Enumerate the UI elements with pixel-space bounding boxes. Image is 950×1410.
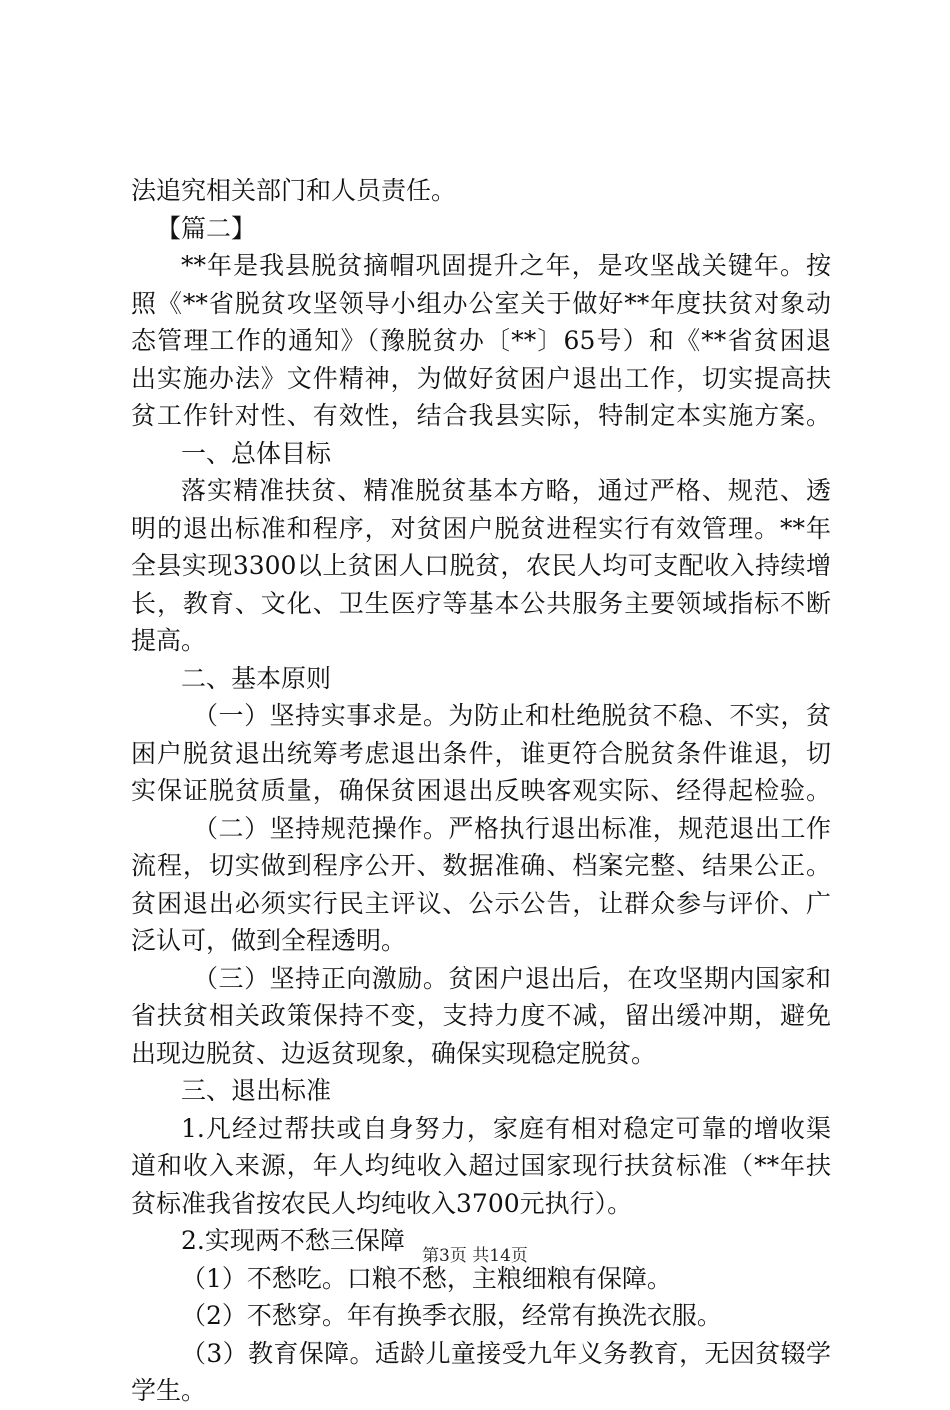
text-line: （二）坚持规范操作。严格执行退出标准，规范退出工作 bbox=[193, 813, 831, 843]
text-line: 态管理工作的通知》（豫脱贫办〔**〕65号）和《**省贫困退 bbox=[131, 326, 831, 355]
text-line: 全县实现3300以上贫困人口脱贫，农民人均可支配收入持续增 bbox=[131, 551, 831, 580]
text-line: 照《**省脱贫攻坚领导小组办公室关于做好**年度扶贫对象动 bbox=[131, 288, 831, 318]
text-line: 省扶贫相关政策保持不变，支持力度不减，留出缓冲期，避免 bbox=[131, 1001, 831, 1030]
text-line: 出实施办法》文件精神，为做好贫困户退出工作，切实提高扶 bbox=[131, 363, 831, 393]
heading-overall-goal: 一、总体目标 bbox=[181, 438, 332, 468]
text-line: （三）坚持正向激励。贫困户退出后，在攻坚期内国家和 bbox=[193, 963, 831, 993]
text-line: 提高。 bbox=[131, 626, 207, 655]
text-line: 流程，切实做到程序公开、数据准确、档案完整、结果公正。 bbox=[131, 851, 831, 880]
text-line: 泛认可，做到全程透明。 bbox=[131, 926, 407, 955]
text-line: 道和收入来源，年人均纯收入超过国家现行扶贫标准（**年扶 bbox=[131, 1151, 831, 1180]
text-line: （一）坚持实事求是。为防止和杜绝脱贫不稳、不实，贫 bbox=[193, 701, 831, 730]
text-line: （1）不愁吃。口粮不愁，主粮细粮有保障。 bbox=[181, 1263, 672, 1293]
text-line: 出现边脱贫、边返贫现象，确保实现稳定脱贫。 bbox=[131, 1038, 657, 1068]
heading-exit-standards: 三、退出标准 bbox=[181, 1076, 332, 1105]
section-heading-pian-er: 【篇二】 bbox=[156, 213, 257, 243]
text-line: 实保证脱贫质量，确保贫困退出反映客观实际、经得起检验。 bbox=[131, 776, 831, 805]
text-line: 长，教育、文化、卫生医疗等基本公共服务主要领域指标不断 bbox=[131, 588, 831, 618]
text-line: 学生。 bbox=[131, 1376, 207, 1405]
text-line: 明的退出标准和程序，对贫困户脱贫进程实行有效管理。**年 bbox=[131, 513, 831, 543]
text-line: 1.凡经过帮扶或自身努力，家庭有相对稳定可靠的增收渠 bbox=[181, 1113, 831, 1143]
text-line: 贫标准我省按农民人均纯收入3700元执行）。 bbox=[131, 1188, 633, 1218]
text-line: （2）不愁穿。年有换季衣服，经常有换洗衣服。 bbox=[181, 1301, 722, 1330]
text-line: 贫工作针对性、有效性，结合我县实际，特制定本实施方案。 bbox=[131, 401, 831, 430]
text-line: （3）教育保障。适龄儿童接受九年义务教育，无因贫辍学 bbox=[181, 1338, 831, 1368]
page-number-footer: 第3页 共14页 bbox=[422, 1246, 528, 1266]
document-body bbox=[131, 172, 831, 1410]
text-line: 落实精准扶贫、精准脱贫基本方略，通过严格、规范、透 bbox=[181, 476, 831, 505]
text-line: **年是我县脱贫摘帽巩固提升之年，是攻坚战关键年。按 bbox=[181, 251, 831, 280]
text-line: 法追究相关部门和人员责任。 bbox=[131, 176, 457, 205]
heading-basic-principles: 二、基本原则 bbox=[181, 663, 332, 693]
text-line: 贫困退出必须实行民主评议、公示公告，让群众参与评价、广 bbox=[131, 888, 831, 918]
text-line: 困户脱贫退出统筹考虑退出条件，谁更符合脱贫条件谁退，切 bbox=[131, 738, 831, 768]
text-line: 2.实现两不愁三保障 bbox=[181, 1226, 405, 1255]
